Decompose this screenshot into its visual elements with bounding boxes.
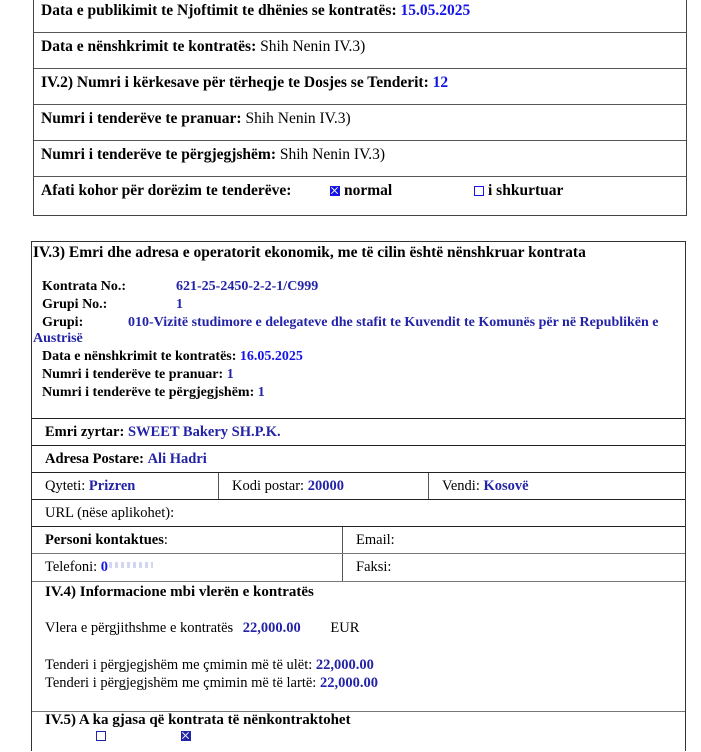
fax-cell <box>342 554 685 581</box>
requests-value: 12 <box>432 74 449 91</box>
checked-checkbox-icon[interactable] <box>330 186 340 196</box>
highest-price-row <box>45 675 378 692</box>
deadline-option-normal-label: normal <box>344 182 393 199</box>
iv3-signing-date-label: Data e nënshkrimit te kontratës: <box>42 349 237 364</box>
requests-row <box>34 69 686 105</box>
contract-award-summary-table <box>33 0 687 216</box>
redacted-phone-blur <box>109 562 153 568</box>
signing-date-row <box>34 33 686 69</box>
deadline-option-normal[interactable] <box>330 181 392 201</box>
deadline-row <box>34 177 686 215</box>
email-cell <box>342 527 685 553</box>
url-row <box>32 499 685 526</box>
email-label: Email: <box>356 532 395 548</box>
tenders-responsive-value: Shih Nenin IV.3) <box>279 146 386 163</box>
group-row <box>42 314 687 332</box>
country-cell <box>428 473 685 499</box>
contract-value-section <box>32 581 685 706</box>
phone-label: Telefoni: <box>45 559 98 575</box>
highest-price-label: Tenderi i përgjegjshëm me çmimin më të lartë: <box>45 675 317 691</box>
contract-no-value: 621-25-2450-2-2-1/C999 <box>176 279 319 294</box>
tenders-received-value: Shih Nenin IV.3) <box>245 110 351 127</box>
requests-label: IV.2) Numri i kërkesave për tërheqje te Dosjes se Tenderit: <box>41 74 429 91</box>
postal-address-label: Adresa Postare <box>45 451 140 467</box>
country-value: Kosovë <box>483 478 529 494</box>
economic-operator-section <box>31 241 686 751</box>
city-value: Prizren <box>88 478 136 494</box>
iv3-tenders-responsive-label: Numri i tenderëve te përgjegjshëm: <box>42 385 255 400</box>
contact-person-label: Personi kontaktues <box>45 532 164 548</box>
lowest-price-row <box>45 657 374 674</box>
postal-address-cell: Adresa Postare: Ali Hadri <box>45 451 207 467</box>
signing-date-value: Shih Nenin IV.3) <box>260 38 366 55</box>
url-cell <box>32 500 685 526</box>
deadline-option-shortened-label: i shkurtuar <box>488 182 564 199</box>
deadline-option-shortened[interactable] <box>474 181 563 201</box>
publication-date-row <box>34 0 686 33</box>
section-iv4-title: IV.4) Informacione mbi vlerën e kontratës <box>45 584 314 600</box>
group-value: 010-Vizitë studimore e delegateve dhe stafit te Kuvendit te Komunës për në Republikën e <box>128 315 659 330</box>
empty-checkbox-icon[interactable] <box>474 186 484 196</box>
iv3-tenders-responsive-value: 1 <box>257 385 265 400</box>
contact-person-cell: Personi kontaktues: <box>45 532 168 548</box>
iv3-tenders-received-value: 1 <box>226 367 234 382</box>
contract-no-row <box>42 278 319 296</box>
city-cell <box>32 473 218 499</box>
deadline-label: Afati kohor për dorëzim te tenderëve: <box>41 182 292 199</box>
postal-code-cell <box>218 473 428 499</box>
tenders-received-label: Numri i tenderëve te pranuar: <box>41 110 242 127</box>
total-value-label: Vlera e përgjithshme e kontratës <box>45 620 234 636</box>
official-name-value: SWEET Bakery SH.P.K. <box>127 424 281 440</box>
official-name-label: Emri zyrtar <box>45 424 120 440</box>
section-iv3-title: IV.3) Emri dhe adresa e operatorit ekonomik, me të cilin është nënshkruar kontrata <box>33 244 586 261</box>
group-value-continued-text: Austrisë <box>33 331 83 346</box>
contact-row <box>32 526 685 553</box>
postal-address-value: Ali Hadri <box>147 451 207 467</box>
fax-label: Faksi: <box>356 559 392 575</box>
lowest-price-value: 22,000.00 <box>315 657 374 673</box>
postal-address-row <box>32 445 685 472</box>
total-value-currency: EUR <box>330 620 360 636</box>
city-label: Qyteti: <box>45 478 86 494</box>
group-no-label: Grupi No.: <box>42 297 108 312</box>
contract-no-label: Kontrata No.: <box>42 279 126 294</box>
iv3-signing-date-row <box>42 348 303 366</box>
group-no-row <box>42 296 183 314</box>
tenders-responsive-row <box>34 141 686 177</box>
iv3-tenders-responsive-row <box>42 384 265 402</box>
publication-date-label: Data e publikimit te Njoftimit te dhënies se kontratës: <box>41 2 397 19</box>
phone-value: 0 <box>100 559 109 575</box>
section-iv5-title: IV.5) A ka gjasa që kontrata të nënkontraktohet <box>45 712 351 728</box>
phone-fax-row <box>32 553 685 581</box>
group-no-value: 1 <box>176 297 183 312</box>
official-name-cell: Emri zyrtar: SWEET Bakery SH.P.K. <box>45 424 281 440</box>
lowest-price-label: Tenderi i përgjegjshëm me çmimin më të ulët: <box>45 657 313 673</box>
iv3-signing-date-value: 16.05.2025 <box>239 349 303 364</box>
tenders-responsive-label: Numri i tenderëve te përgjegjshëm: <box>41 146 276 163</box>
country-label: Vendi: <box>442 478 480 494</box>
signing-date-label: Data e nënshkrimit te kontratës: <box>41 38 257 55</box>
total-value-amount: 22,000.00 <box>242 620 301 636</box>
location-row <box>32 472 685 499</box>
total-value-row <box>45 620 359 637</box>
group-value-continued <box>33 330 83 348</box>
iv3-tenders-received-row <box>42 366 234 384</box>
group-label: Grupi: <box>42 315 84 330</box>
postal-code-label: Kodi postar: <box>232 478 305 494</box>
postal-code-value: 20000 <box>307 478 344 494</box>
official-name-row <box>32 418 685 445</box>
publication-date-value: 15.05.2025 <box>400 2 471 19</box>
tenders-received-row <box>34 105 686 141</box>
iv3-tenders-received-label: Numri i tenderëve te pranuar: <box>42 367 224 382</box>
highest-price-value: 22,000.00 <box>319 675 378 691</box>
phone-cell <box>32 554 342 581</box>
url-label: URL (nëse aplikohet): <box>45 505 175 521</box>
subcontracting-section <box>32 711 685 752</box>
